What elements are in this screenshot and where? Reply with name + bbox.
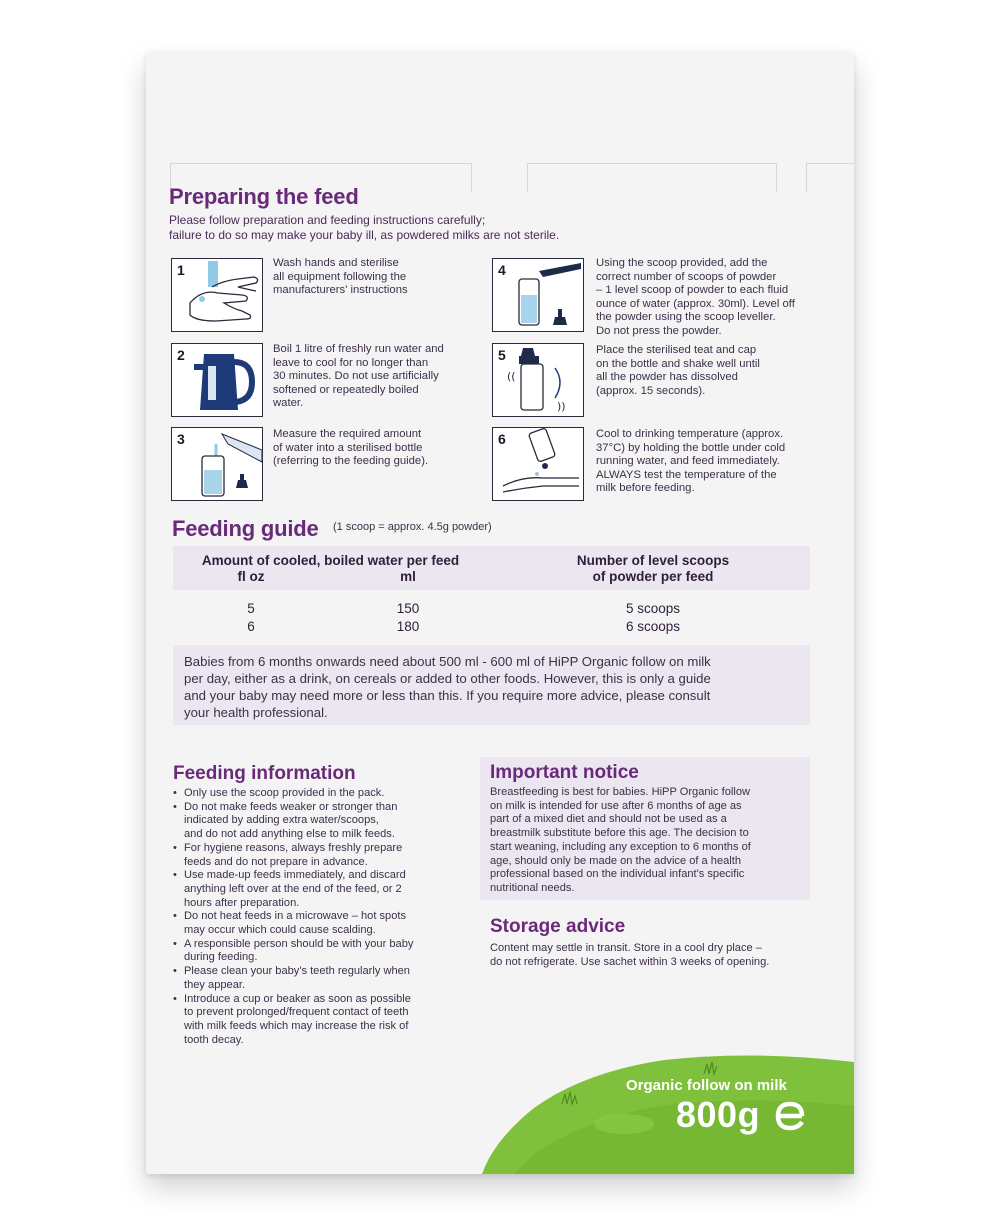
row-2-scoops: 6 scoops — [625, 619, 681, 634]
row-1-floz: 5 — [247, 601, 255, 616]
feeding-info-title: Feeding information — [173, 763, 356, 784]
step-1-box — [171, 258, 263, 332]
row-2-ml: 180 — [396, 619, 420, 634]
header-scoops: Number of level scoops of powder per feed — [576, 553, 730, 584]
estimated-sign-icon — [772, 1098, 808, 1134]
header-ml: ml — [400, 569, 416, 584]
step-1-text: Wash hands and sterilise all equipment following the manufacturers' instructions — [273, 257, 408, 296]
list-item: • Please clean your baby's teeth regularly when they appear. — [172, 965, 467, 992]
step-4-box — [492, 258, 584, 332]
list-item: • For hygiene reasons, always freshly prepare feeds and do not prepare in advance. — [172, 842, 467, 869]
header-water: Amount of cooled, boiled water per feed — [201, 553, 460, 568]
feeding-info-list — [172, 787, 467, 1047]
step-6-number: 6 — [498, 431, 506, 447]
hand-washing-icon — [172, 259, 262, 331]
step-6-box — [492, 427, 584, 501]
list-item: • Do not heat feeds in a microwave – hot spots may occur which could cause scalding. — [172, 910, 467, 937]
guide-note-panel — [173, 645, 810, 725]
step-3-text: Measure the required amount of water into a sterilised bottle (referring to the feeding guide). — [273, 428, 429, 467]
step-1-number: 1 — [177, 262, 185, 278]
scoop-powder-icon — [493, 259, 583, 331]
product-weight: 800g — [676, 1094, 761, 1135]
perforation-tab — [806, 163, 855, 192]
step-5-number: 5 — [498, 347, 506, 363]
step-5-text: Place the sterilised teat and cap on the bottle and shake well until all the powder has dissolved (approx. 15 seconds). — [596, 344, 760, 397]
shake-bottle-icon — [493, 344, 583, 416]
list-item: • Do not make feeds weaker or stronger than indicated by adding extra water/scoops, and do not add anything else to milk feeds. — [172, 801, 467, 842]
list-item: • Use made-up feeds immediately, and discard anything left over at the end of the feed, or 2 hours after preparation. — [172, 869, 467, 910]
storage-title: Storage advice — [490, 916, 626, 937]
step-4-text: Using the scoop provided, add the correct number of scoops of powder – 1 level scoop of powder to each fluid ounce of water (approx. 30ml). Level off the powder using the scoop leveller. Do not press the powder. — [596, 257, 795, 337]
step-5-box — [492, 343, 584, 417]
step-3-box — [171, 427, 263, 501]
storage-text: Content may settle in transit. Store in a cool dry place – do not refrigerate. Use sachet within 3 weeks of opening. — [490, 942, 770, 968]
test-temperature-icon — [493, 428, 583, 500]
row-1-ml: 150 — [396, 601, 420, 616]
preparing-title: Preparing the feed — [169, 184, 359, 209]
pouring-water-icon — [172, 428, 262, 500]
step-6-text: Cool to drinking temperature (approx. 37°C) by holding the bottle under cold running water, and feed immediately. ALWAYS test the temperature of the milk before feeding. — [596, 428, 786, 494]
row-2-floz: 6 — [247, 619, 255, 634]
guide-note: Babies from 6 months onwards need about 500 ml - 600 ml of HiPP Organic follow on milk per day, either as a drink, on cereals or added to other foods. However, this is only a guide and your baby may need more or less than this. If you require more advice, please consult your health professional. — [184, 654, 711, 720]
header-floz: fl oz — [237, 569, 265, 584]
step-2-number: 2 — [177, 347, 185, 363]
kettle-icon — [172, 344, 262, 416]
guide-title: Feeding guide — [172, 516, 319, 541]
notice-text: Breastfeeding is best for babies. HiPP Organic follow on milk is intended for use after 6 months of age as part of a mixed diet and should not be used as a breastmilk substitute before this age. The decision to start weaning, including any exception to 6 months of age, should only be made on the advice of a health professional based on the individual infant's specific nutritional needs. — [490, 786, 751, 894]
notice-title: Important notice — [490, 762, 639, 783]
feeding-table — [173, 546, 810, 638]
svg-text:)): )) — [557, 400, 566, 413]
guide-subtitle: (1 scoop = approx. 4.5g powder) — [333, 521, 492, 533]
list-item: • A responsible person should be with your baby during feeding. — [172, 938, 467, 965]
list-item: • Introduce a cup or beaker as soon as possible to prevent prolonged/frequent contact of teeth with milk feeds which may increase the risk of tooth decay. — [172, 993, 467, 1048]
step-4-number: 4 — [498, 262, 506, 278]
perforation-tab — [527, 163, 777, 192]
step-3-number: 3 — [177, 431, 185, 447]
svg-text:((: (( — [507, 370, 516, 383]
step-2-text: Boil 1 litre of freshly run water and leave to cool for no longer than 30 minutes. Do not use artificially softened or repeatedly boiled water. — [273, 343, 444, 409]
product-name: Organic follow on milk — [626, 1077, 787, 1094]
preparing-intro: Please follow preparation and feeding instructions carefully; failure to do so may make your baby ill, as powdered milks are not sterile. — [169, 213, 560, 242]
list-item: • Only use the scoop provided in the pack. — [172, 787, 467, 801]
step-2-box — [171, 343, 263, 417]
row-1-scoops: 5 scoops — [625, 601, 681, 616]
